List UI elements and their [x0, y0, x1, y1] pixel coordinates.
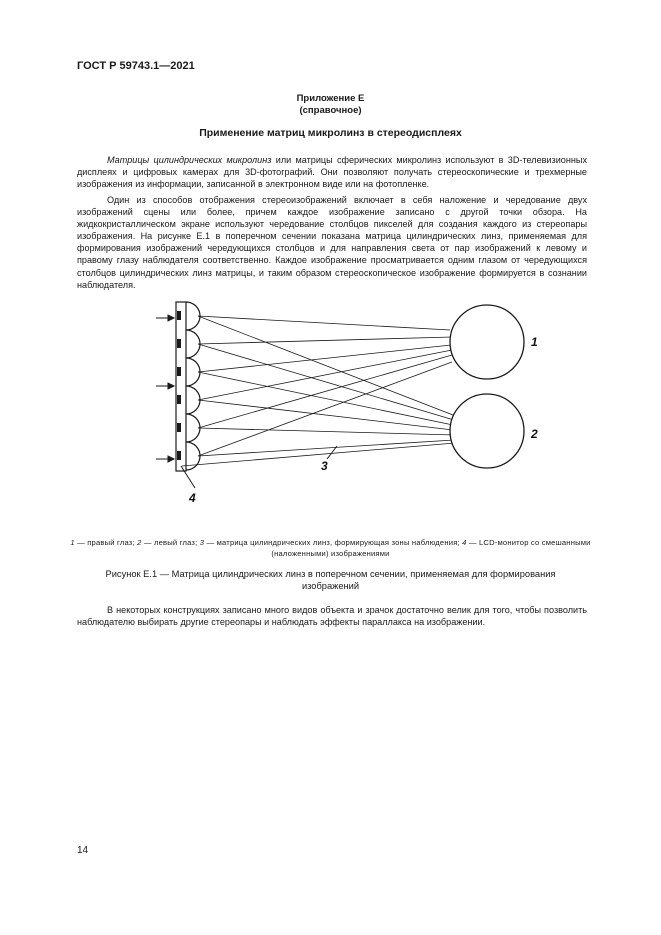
legend-num-2: 2	[137, 538, 142, 547]
right-eye	[450, 305, 524, 379]
appendix-subtitle: (справочное)	[299, 105, 362, 116]
paragraph-3: В некоторых конструкциях записано много видов объекта и зрачок достаточно велик для того, чтобы позволить наблюдателю выбирать другие стереопары и наблюдать эффекты параллакса на изображении.	[77, 605, 587, 628]
left-eye	[450, 394, 524, 468]
paragraph-1-text: или матрицы сферических микролинз используют в 3D-телевизионных дисплеях и цифровых камерах для 3D-фотографий. Они позволяют получать стереоскопические и трехмерные изображения из информации, записанной в электронном виде или на фотопленке.	[77, 155, 587, 190]
document-code: ГОСТ Р 59743.1—2021	[77, 60, 195, 72]
label-lens-matrix: 3	[321, 459, 328, 473]
legend-num-1: 1	[70, 538, 75, 547]
label-lcd-monitor: 4	[189, 491, 196, 505]
lcd-monitor	[176, 302, 200, 471]
page-number: 14	[77, 845, 89, 856]
section-title: Применение матриц микролинз в стереодисплеях	[199, 127, 462, 139]
legend-num-4: 4	[462, 538, 467, 547]
paragraph-1-italic: Матрицы цилиндрических микролинз	[107, 155, 272, 165]
label-eye-left: 2	[531, 427, 538, 441]
figure-caption: Рисунок Е.1 — Матрица цилиндрических линз в поперечном сечении, применяемая для формирования изображений	[105, 569, 556, 591]
paragraph-2: Один из способов отображения стереоизображений включает в себя наложение и чередование двух изображений сцены или более, причем каждое изображение записано с другой точки обзора. На жидкокристаллическом экране используют чередование столбцов пикселей для создания каждого из стереопары изображения. На рисунке Е.1 в поперечном сечении показана матрица цилиндрических линз, применяемая для формирования изображений чередующихся столбцов и для направления света от пар изображений к левому и правому глазу наблюдателя соответственно. Каждое изображение просматривается одним глазом от чередующихся столбцов цилиндрических линз матрицы, и таким образом стереоскопическое изображение формируется в сознании наблюдателя.	[77, 195, 587, 290]
appendix-title: Приложение Е	[296, 93, 365, 104]
input-arrows	[156, 315, 174, 462]
legend-text-4: — LCD-монитор со смешанными (наложенными) изображениями	[271, 538, 591, 558]
figure-legend	[70, 537, 591, 559]
legend-text-1: — правый глаз;	[74, 538, 138, 547]
legend-num-3: 3	[199, 538, 205, 547]
legend-text-3: — матрица цилиндрических линз, формирующая зоны наблюдения;	[204, 538, 463, 547]
eyes	[450, 305, 524, 468]
light-rays	[182, 316, 455, 466]
label-eye-right: 1	[531, 335, 538, 349]
legend-text-2: — левый глаз;	[141, 538, 200, 547]
